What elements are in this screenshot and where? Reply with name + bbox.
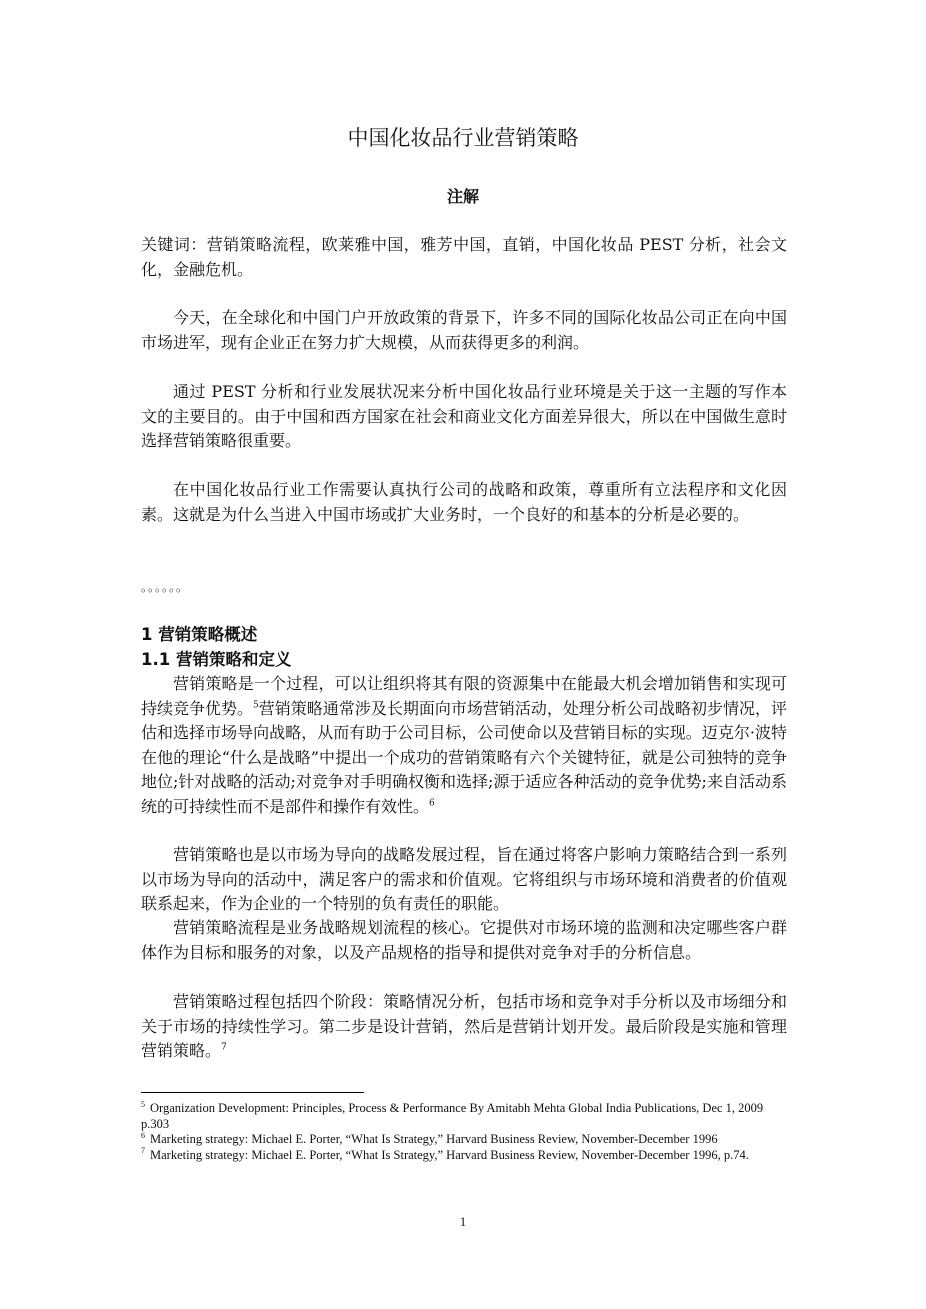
body-paragraph-2: 营销策略也是以市场为导向的战略发展过程，旨在通过将客户影响力策略结合到一系列以市场为导向的活动中，满足客户的需求和价值观。它将组织与市场环境和消费者的价值观联系起来，作为企业的一个特别的负有责任的职能。 — [141, 845, 787, 913]
footnote-7-number: 7 — [141, 1146, 145, 1156]
footnote-ref-5[interactable]: 5 — [253, 700, 259, 711]
keywords-paragraph: 关键词：营销策略流程，欧莱雅中国，雅芳中国，直销，中国化妆品 PEST 分析，社会文化，金融危机。 — [141, 235, 787, 279]
footnote-5-text: Organization Development: Principles, Process & Performance By Amitabh Mehta Global India Publications, Dec 1, 2009 p.303 — [141, 1101, 764, 1131]
body-paragraph-1-part-a: 营销策略是一个过程，可以让组织将其有限的资源集中在能最大机会增加销售和实现可持续竞争优势。 — [141, 674, 787, 718]
footnote-7 — [141, 1148, 781, 1164]
body-paragraph-1-part-b: 营销策略通常涉及长期面向市场营销活动，处理分析公司战略初步情况，评估和选择市场导向战略，从而有助于公司目标，公司使命以及营销目标的实现。迈克尔·波特在他的理论“什么是战略”中提出一个成功的营销策略有六个关键特征，就是公司独特的竞争地位;针对战略的活动;对竞争对手明确权衡和选择;源于适应各种活动的竞争优势;来自活动系统的可持续性而不是部件和操作有效性。 — [141, 698, 787, 816]
footnote-6-number: 6 — [141, 1130, 145, 1140]
body-paragraph-3: 营销策略流程是业务战略规划流程的核心。它提供对市场环境的监测和决定哪些客户群体作为目标和服务的对象，以及产品规格的指导和提供对竞争对手的分析信息。 — [141, 918, 787, 962]
document-title: 中国化妆品行业营销策略 — [347, 126, 579, 150]
footnote-7-text: Marketing strategy: Michael E. Porter, “What Is Strategy,” Harvard Business Review, November-December 1996, p.74. — [150, 1147, 749, 1162]
page-number: 1 — [459, 1214, 467, 1229]
section-heading: 1 营销策略概述 — [141, 625, 258, 644]
body-paragraph-1 — [141, 672, 787, 819]
footnote-5 — [141, 1101, 781, 1132]
intro-paragraph-1: 今天，在全球化和中国门户开放政策的背景下，许多不同的国际化妆品公司正在向中国市场进军，现有企业正在努力扩大规模，从而获得更多的利润。 — [141, 308, 787, 352]
footnote-separator — [141, 1092, 364, 1093]
footnote-ref-6[interactable]: 6 — [429, 798, 435, 809]
footnote-5-number: 5 — [141, 1099, 145, 1109]
ellipsis-marker: 。。。。。。 — [141, 580, 190, 594]
footnote-6-text: Marketing strategy: Michael E. Porter, “What Is Strategy,” Harvard Business Review, November-December 1996 — [150, 1132, 718, 1146]
intro-paragraph-2: 通过 PEST 分析和行业发展状况来分析中国化妆品行业环境是关于这一主题的写作本文的主要目的。由于中国和西方国家在社会和商业文化方面差异很大，所以在中国做生意时选择营销策略很重要。 — [141, 382, 787, 450]
footnote-ref-7[interactable]: 7 — [221, 1042, 227, 1053]
document-subtitle: 注解 — [446, 187, 479, 206]
footnote-6 — [141, 1132, 781, 1148]
intro-paragraph-3: 在中国化妆品行业工作需要认真执行公司的战略和政策，尊重所有立法程序和文化因素。这就是为什么当进入中国市场或扩大业务时，一个良好的和基本的分析是必要的。 — [141, 480, 787, 524]
body-paragraph-4 — [141, 990, 787, 1064]
subsection-heading: 1.1 营销策略和定义 — [141, 650, 292, 669]
body-paragraph-4-text: 营销策略过程包括四个阶段：策略情况分析，包括市场和竞争对手分析以及市场细分和关于市场的持续性学习。第二步是设计营销，然后是营销计划开发。最后阶段是实施和管理营销策略。 — [141, 992, 787, 1060]
footnotes — [141, 1101, 781, 1163]
